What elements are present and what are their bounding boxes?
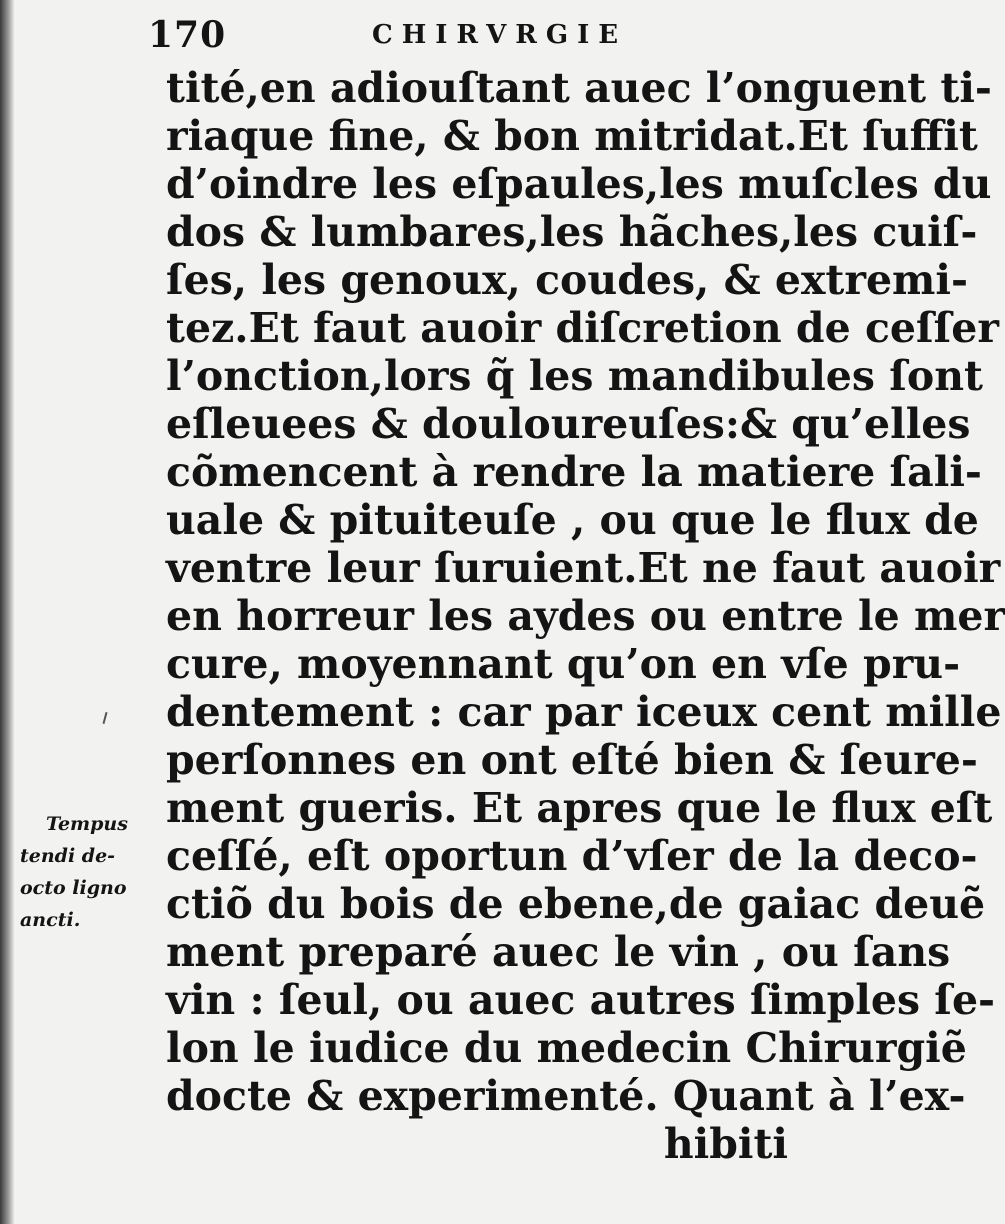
margin-note [20,808,166,936]
text-line: docte & experimenté. Quant à l’ex- [166,1072,966,1120]
text-line: uale & pituiteuſe , ou que le flux de [166,496,979,544]
text-line: tité,en adiouſtant auec l’onguent ti- [166,64,992,112]
ink-mark [102,712,107,724]
text-line: riaque fine, & bon mitridat.Et ſuffit [166,112,978,160]
text-line: ceſſé, eſt oportun d’vſer de la deco- [166,832,978,880]
margin-note-line: octo ligno [20,877,127,899]
text-line: ventre leur ſuruient.Et ne faut auoir [166,544,1001,592]
text-line: cõmencent à rendre la matiere ſali- [166,448,982,496]
text-line: dentement : car par iceux cent mille [166,688,1002,736]
text-line: ment preparé auec le vin , ou ſans [166,928,951,976]
text-line: cure, moyennant qu’on en vſe pru- [166,640,961,688]
text-line: perſonnes en ont eſté bien & ſeure- [166,736,978,784]
margin-note-line: tendi de- [20,845,116,867]
text-line: ment gueris. Et apres que le flux eſt [166,784,993,832]
text-line: hibiti [663,1120,788,1168]
running-head: CHIRVRGIE [372,20,628,50]
text-line: d’oindre les eſpaules,les muſcles du [166,160,992,208]
text-line: dos & lumbares,les hãches,les cuiſ- [166,208,978,256]
margin-note-line: Tempus [46,813,128,835]
text-line: ſes, les genoux, coudes, & extremi- [166,256,969,304]
text-line: en horreur les aydes ou entre le mer [166,592,1005,640]
body-text [166,64,1005,1168]
page-number: 170 [148,14,227,56]
text-line: eſleuees & douloureuſes:& qu’elles [166,400,971,448]
text-line: vin : ſeul, ou auec autres ſimples ſe- [166,976,996,1024]
text-line: l’onction,lors q̃ les mandibules ſont [166,352,983,400]
text-line: ctiõ du bois de ebene,de gaiac deuẽ [166,880,986,928]
text-line: lon le iudice du medecin Chirurgiẽ [166,1024,967,1072]
binding-shadow [0,0,14,1224]
text-line: tez.Et faut auoir diſcretion de ceſſer [166,304,999,352]
margin-note-line: ancti. [20,909,81,931]
